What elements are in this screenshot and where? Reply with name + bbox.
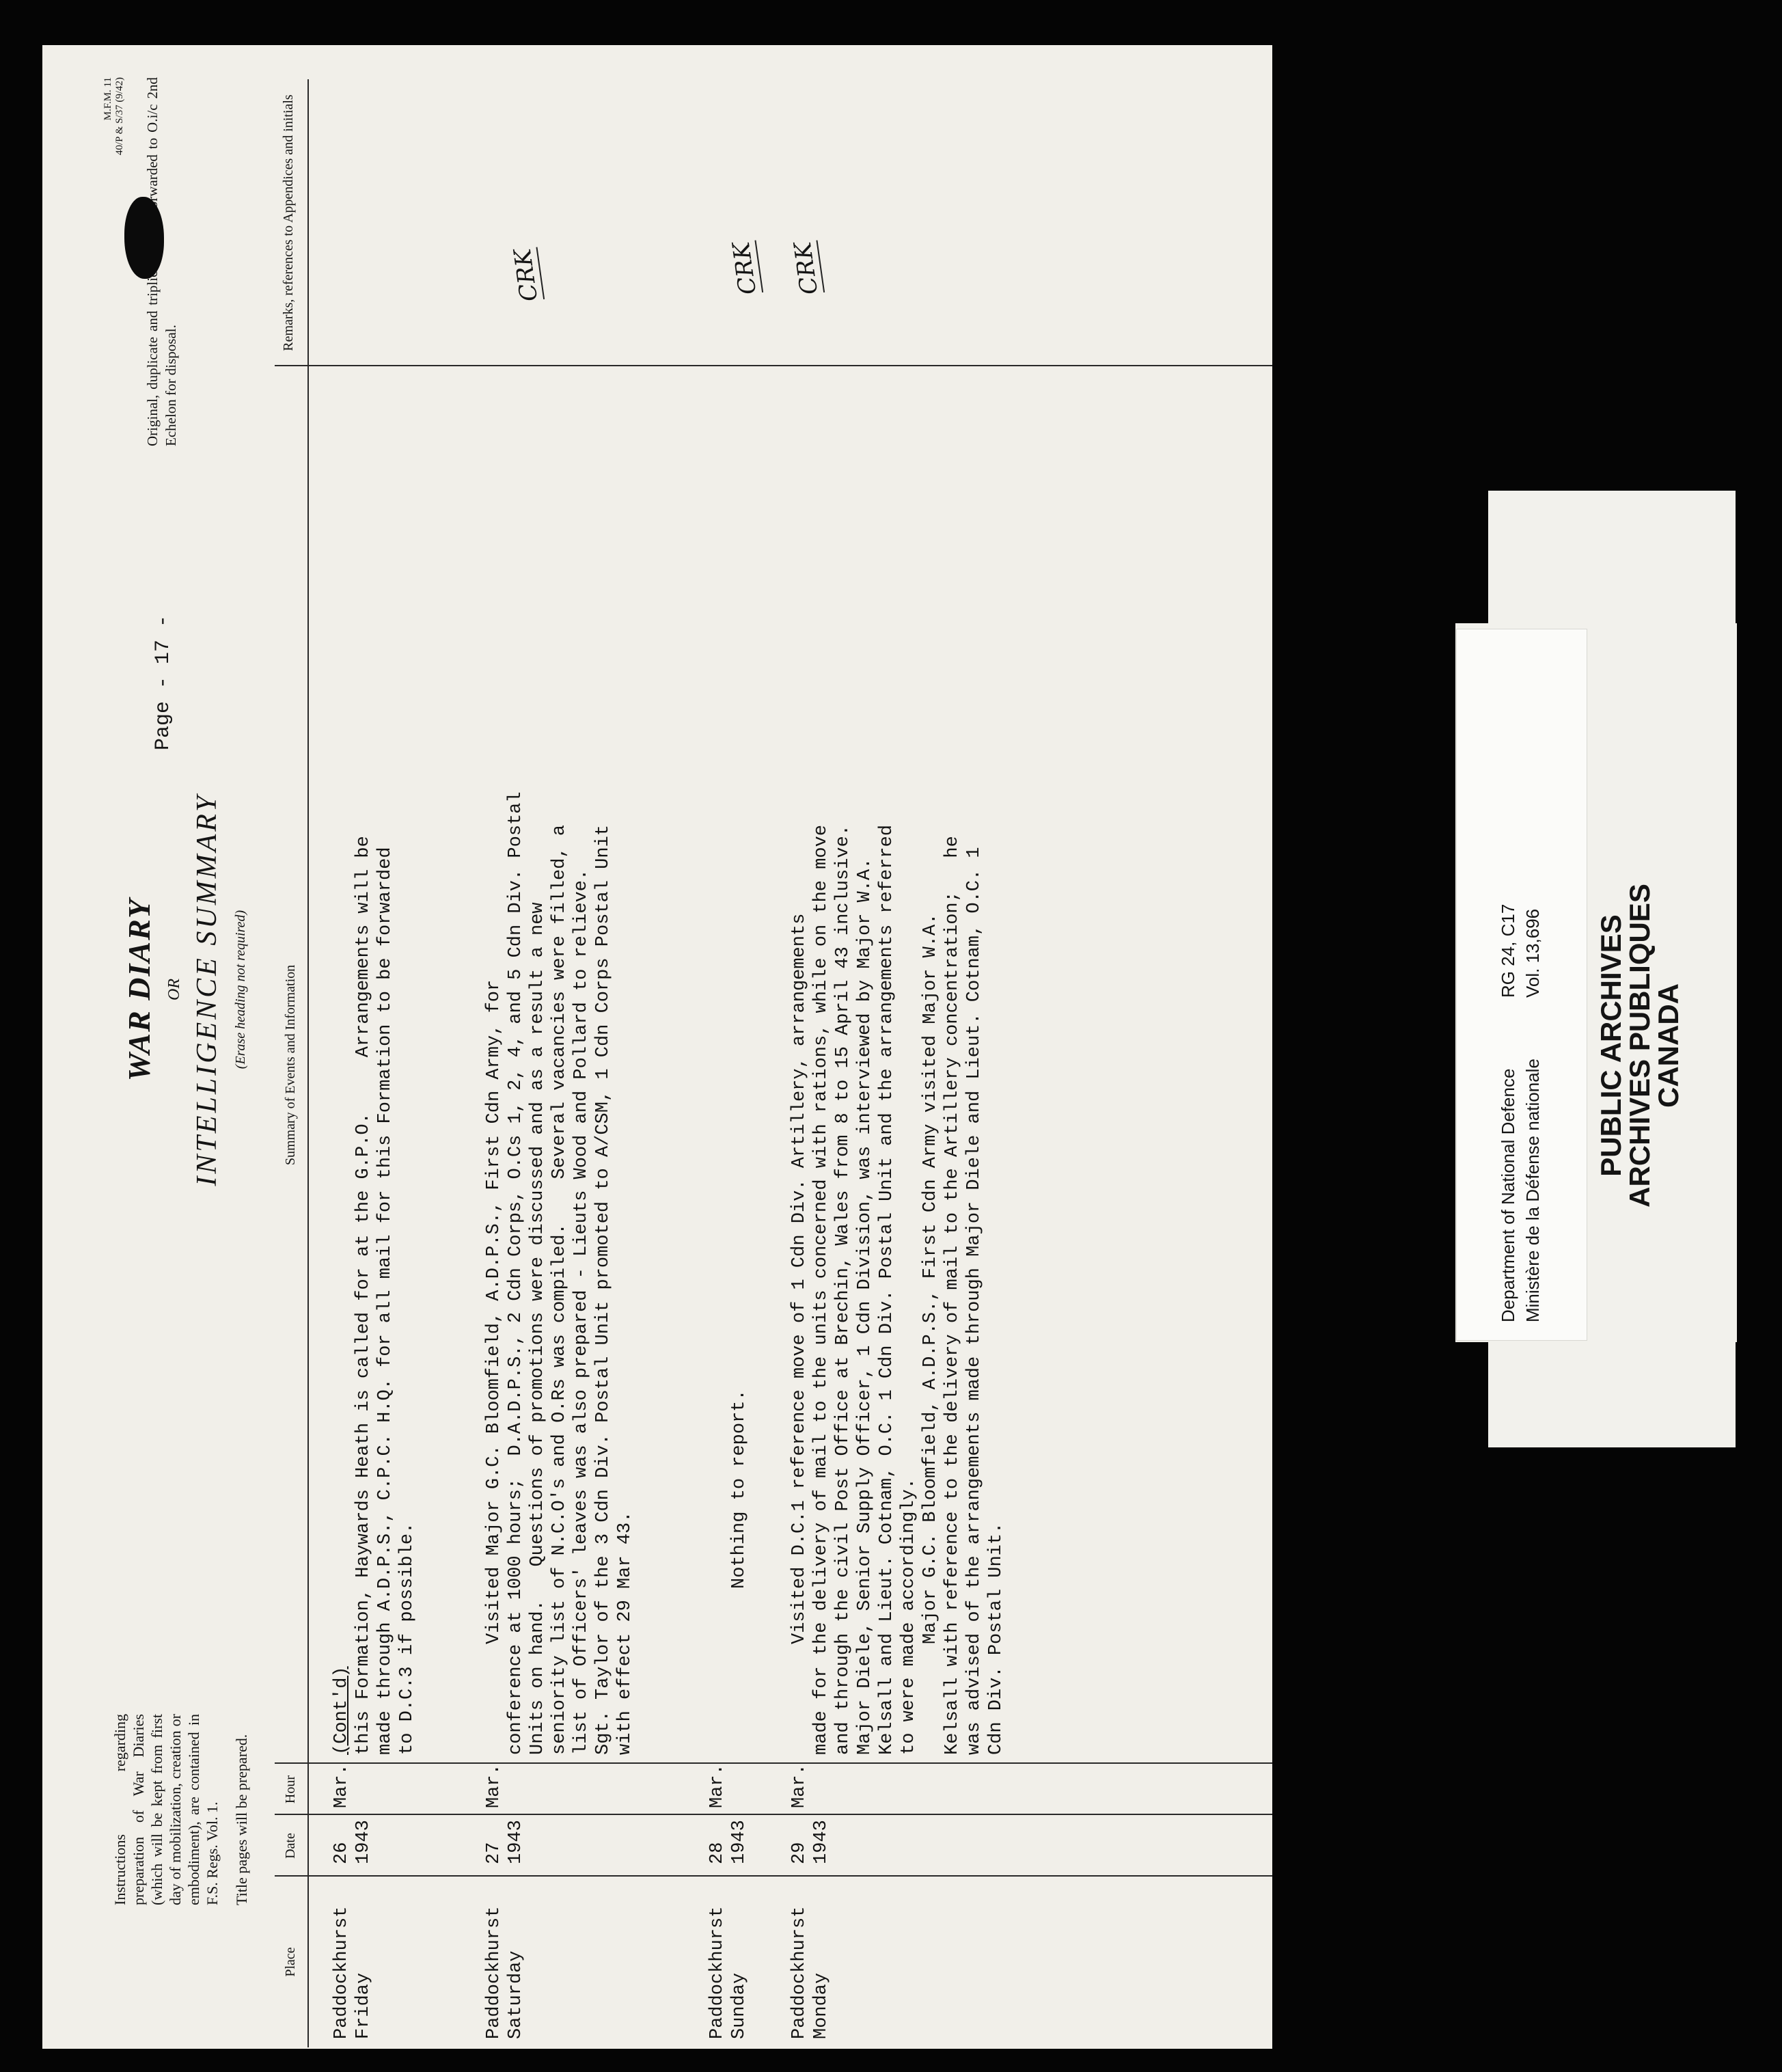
entry-date: 29 xyxy=(789,1842,810,1864)
entry-summary: Visited D.C.1 reference move of 1 Cdn Div. Artillery, arrangements made for the delivery of mail to the units concerned with rations, while on the move and through the civil Post Office at Brechin, Wales from 8 to 15 April 43 inclusive. Major Diele, Senior Supply Officer, 1 Cdn Division, was interviewed by Major W.A. Kelsall and Lieut. Cotnam, O.C. 1 Cdn Div. Postal Unit and the arrangements referred to were made accordingly. Major G.C. Bloomfield, A.D.P.S., First Cdn Army visited Major W.A. Kelsall with reference to the delivery of mail to the Artillery concentration; he was advised of the arrangements made through Major Diele and Lieut. Cotnam, O.C. 1 Cdn Div. Postal Unit. xyxy=(789,824,1006,1755)
entry-place: Paddockhurst xyxy=(707,1906,728,2039)
entry-hour: Mar. xyxy=(789,1764,810,1808)
col-header-date: Date xyxy=(283,1833,298,1859)
entry-year: 1943 xyxy=(729,1820,750,1864)
label-volume: Vol. 13,696 xyxy=(1522,908,1543,998)
instructions-note xyxy=(111,1714,251,1905)
col-divider xyxy=(275,365,1272,366)
label-archives-publiques: ARCHIVES PUBLIQUES xyxy=(1623,884,1656,1208)
erase-heading-note: (Erase heading not required) xyxy=(233,910,248,1069)
entry-year: 1943 xyxy=(811,1820,832,1864)
entry-summary: this Formation, Haywards Heath is called for at the G.P.O. Arrangements will be made through A.D.P.S., C.P.C. H.Q. for all mail for this Formation to be forwarded to D.C.3 if possible. xyxy=(353,836,417,1755)
col-divider xyxy=(275,1814,1272,1815)
entry-hour: Mar. xyxy=(331,1764,352,1808)
ink-blot xyxy=(124,197,164,279)
entry-date: 26 xyxy=(331,1842,352,1864)
entry-place: Paddockhurst xyxy=(331,1906,352,2039)
col-divider xyxy=(275,1875,1272,1877)
title-or: OR xyxy=(165,979,183,1000)
form-number: M.F.M. 11 xyxy=(102,77,113,121)
entry-day: Sunday xyxy=(729,1972,750,2039)
diary-title-block xyxy=(121,750,249,1229)
page-number-value: - 17 - xyxy=(152,614,175,689)
page-label: Page xyxy=(152,700,175,750)
header-rule xyxy=(307,79,309,2047)
initials-signature: CRK xyxy=(508,247,544,303)
col-header-summary: Summary of Events and Information xyxy=(283,964,298,1166)
label-rg-reference: RG 24, C17 xyxy=(1498,903,1518,998)
entry-hour: Mar. xyxy=(707,1764,728,1808)
entry-contd: (Cont'd) xyxy=(331,1666,352,1755)
entry-date: 28 xyxy=(707,1842,728,1864)
entry-year: 1943 xyxy=(353,1820,374,1864)
instructions-text: Instructions regarding preparation of War Diaries (which will be kept from first day of mobilization, creation or embodiment), are contained in F.S. Regs. Vol. 1. xyxy=(111,1714,221,1905)
entry-place: Paddockhurst xyxy=(484,1906,504,2039)
entry-date: 27 xyxy=(484,1842,504,1864)
label-public-archives: PUBLIC ARCHIVES xyxy=(1595,914,1627,1177)
col-header-remarks: Remarks, references to Appendices and initials xyxy=(281,94,296,351)
diary-table xyxy=(275,79,1272,2047)
label-canada: CANADA xyxy=(1652,983,1684,1108)
form-code: 40/P & S/37 (9/42) xyxy=(114,77,125,156)
rotated-page xyxy=(42,45,1272,2049)
initials-signature: CRK xyxy=(727,240,763,297)
entry-day: Saturday xyxy=(506,1950,526,2039)
page-number xyxy=(152,615,175,750)
initials-signature: CRK xyxy=(789,240,824,297)
war-diary-sheet xyxy=(42,45,1272,2049)
entry-summary: Nothing to report. xyxy=(729,1389,750,1755)
label-dept-fr: Ministère de la Défense nationale xyxy=(1522,1059,1543,1322)
entry-place: Paddockhurst xyxy=(789,1906,810,2039)
col-divider xyxy=(275,1762,1272,1764)
title-intelligence-summary: INTELLIGENCE SUMMARY xyxy=(191,793,223,1186)
title-pages-note: Title pages will be prepared. xyxy=(233,1734,250,1905)
title-war-diary: WAR DIARY xyxy=(122,897,156,1082)
entry-day: Friday xyxy=(353,1972,374,2039)
label-dept-en: Department of National Defence xyxy=(1498,1068,1518,1322)
entry-day: Monday xyxy=(811,1972,832,2039)
col-header-place: Place xyxy=(283,1947,298,1977)
entry-hour: Mar. xyxy=(484,1764,504,1808)
entry-summary: Visited Major G.C. Bloomfield, A.D.P.S., First Cdn Army, for conference at 1000 hours; D.A.D.P.S., 2 Cdn Corps, O.Cs 1, 2, 4, and 5 Cdn Div. Postal Units on hand. Questions of promotions were discussed and as a result a new seniority list of N.C.O's and O.Rs was compiled. Several vacancies were filled, a list of Officers' leaves was also prepared - Lieuts Wood and Pollard to relieve. Sgt. Taylor of the 3 Cdn Div. Postal Unit promoted to A/CSM, 1 Cdn Corps Postal Unit with effect 29 Mar 43. xyxy=(484,791,635,1755)
col-header-hour: Hour xyxy=(283,1775,298,1804)
disposal-note: Original, duplicate and triplicate forwarded to O.i/c 2nd Echelon for disposal. xyxy=(144,77,179,446)
entry-year: 1943 xyxy=(506,1820,526,1864)
